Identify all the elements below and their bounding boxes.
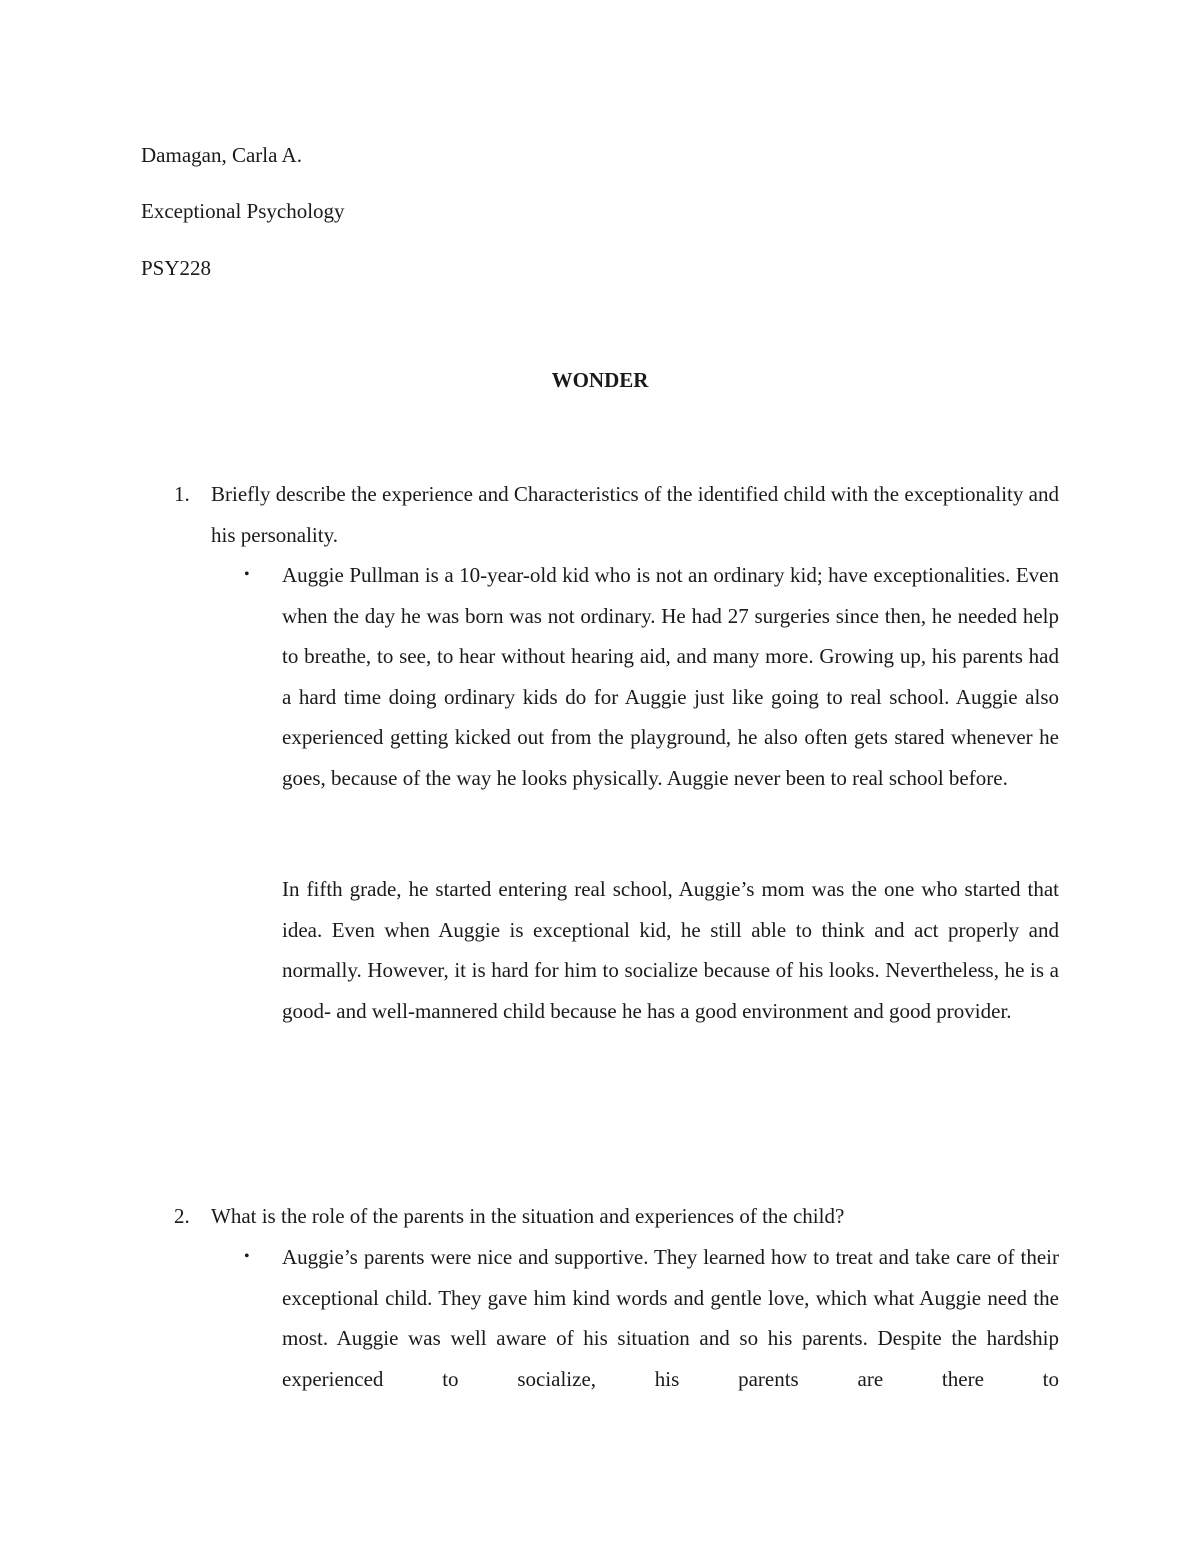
answer-paragraph: Auggie Pullman is a 10-year-old kid who is not an ordinary kid; have exceptionalities. Even when the day he was born was not ordinary. He had 27 surgeries since then, he needed help to breathe, to see, to hear without hearing aid, and many more. Growing up, his parents had a hard time doing ordinary kids do for Auggie just like going to real school. Auggie also experienced getting kicked out from the playground, he also often gets stared whenever he goes, because of the way he looks physically. Auggie never been to real school before. [282,563,1059,790]
author-name: Damagan, Carla A. [141,143,302,167]
course-name: Exceptional Psychology [141,199,345,223]
bullet-icon: • [244,1248,250,1265]
answer-paragraph: In fifth grade, he started entering real school, Auggie’s mom was the one who started that idea. Even when Auggie is exceptional kid, he still able to think and act properly and normally. However, it is hard for him to socialize because of his looks. Nevertheless, he is a good- and well-mannered child because he has a good environment and good provider. [282,877,1059,1023]
question-number: 1. [174,482,190,506]
question-number: 2. [174,1204,190,1228]
bullet-icon: • [244,566,250,583]
course-code: PSY228 [141,256,212,280]
answer-paragraph: Auggie’s parents were nice and supportive. They learned how to treat and take care of their exceptional child. They gave him kind words and gentle love, which what Auggie need the most. Auggie was well aware of his situation and so his parents. Despite the hardship experienced to socialize, his parents are there to [282,1245,1059,1391]
question-text: What is the role of the parents in the situation and experiences of the child? [211,1204,845,1228]
document-title: WONDER [551,368,649,392]
question-text: Briefly describe the experience and Characteristics of the identified child with the exceptionality and his personality. [211,482,1059,547]
